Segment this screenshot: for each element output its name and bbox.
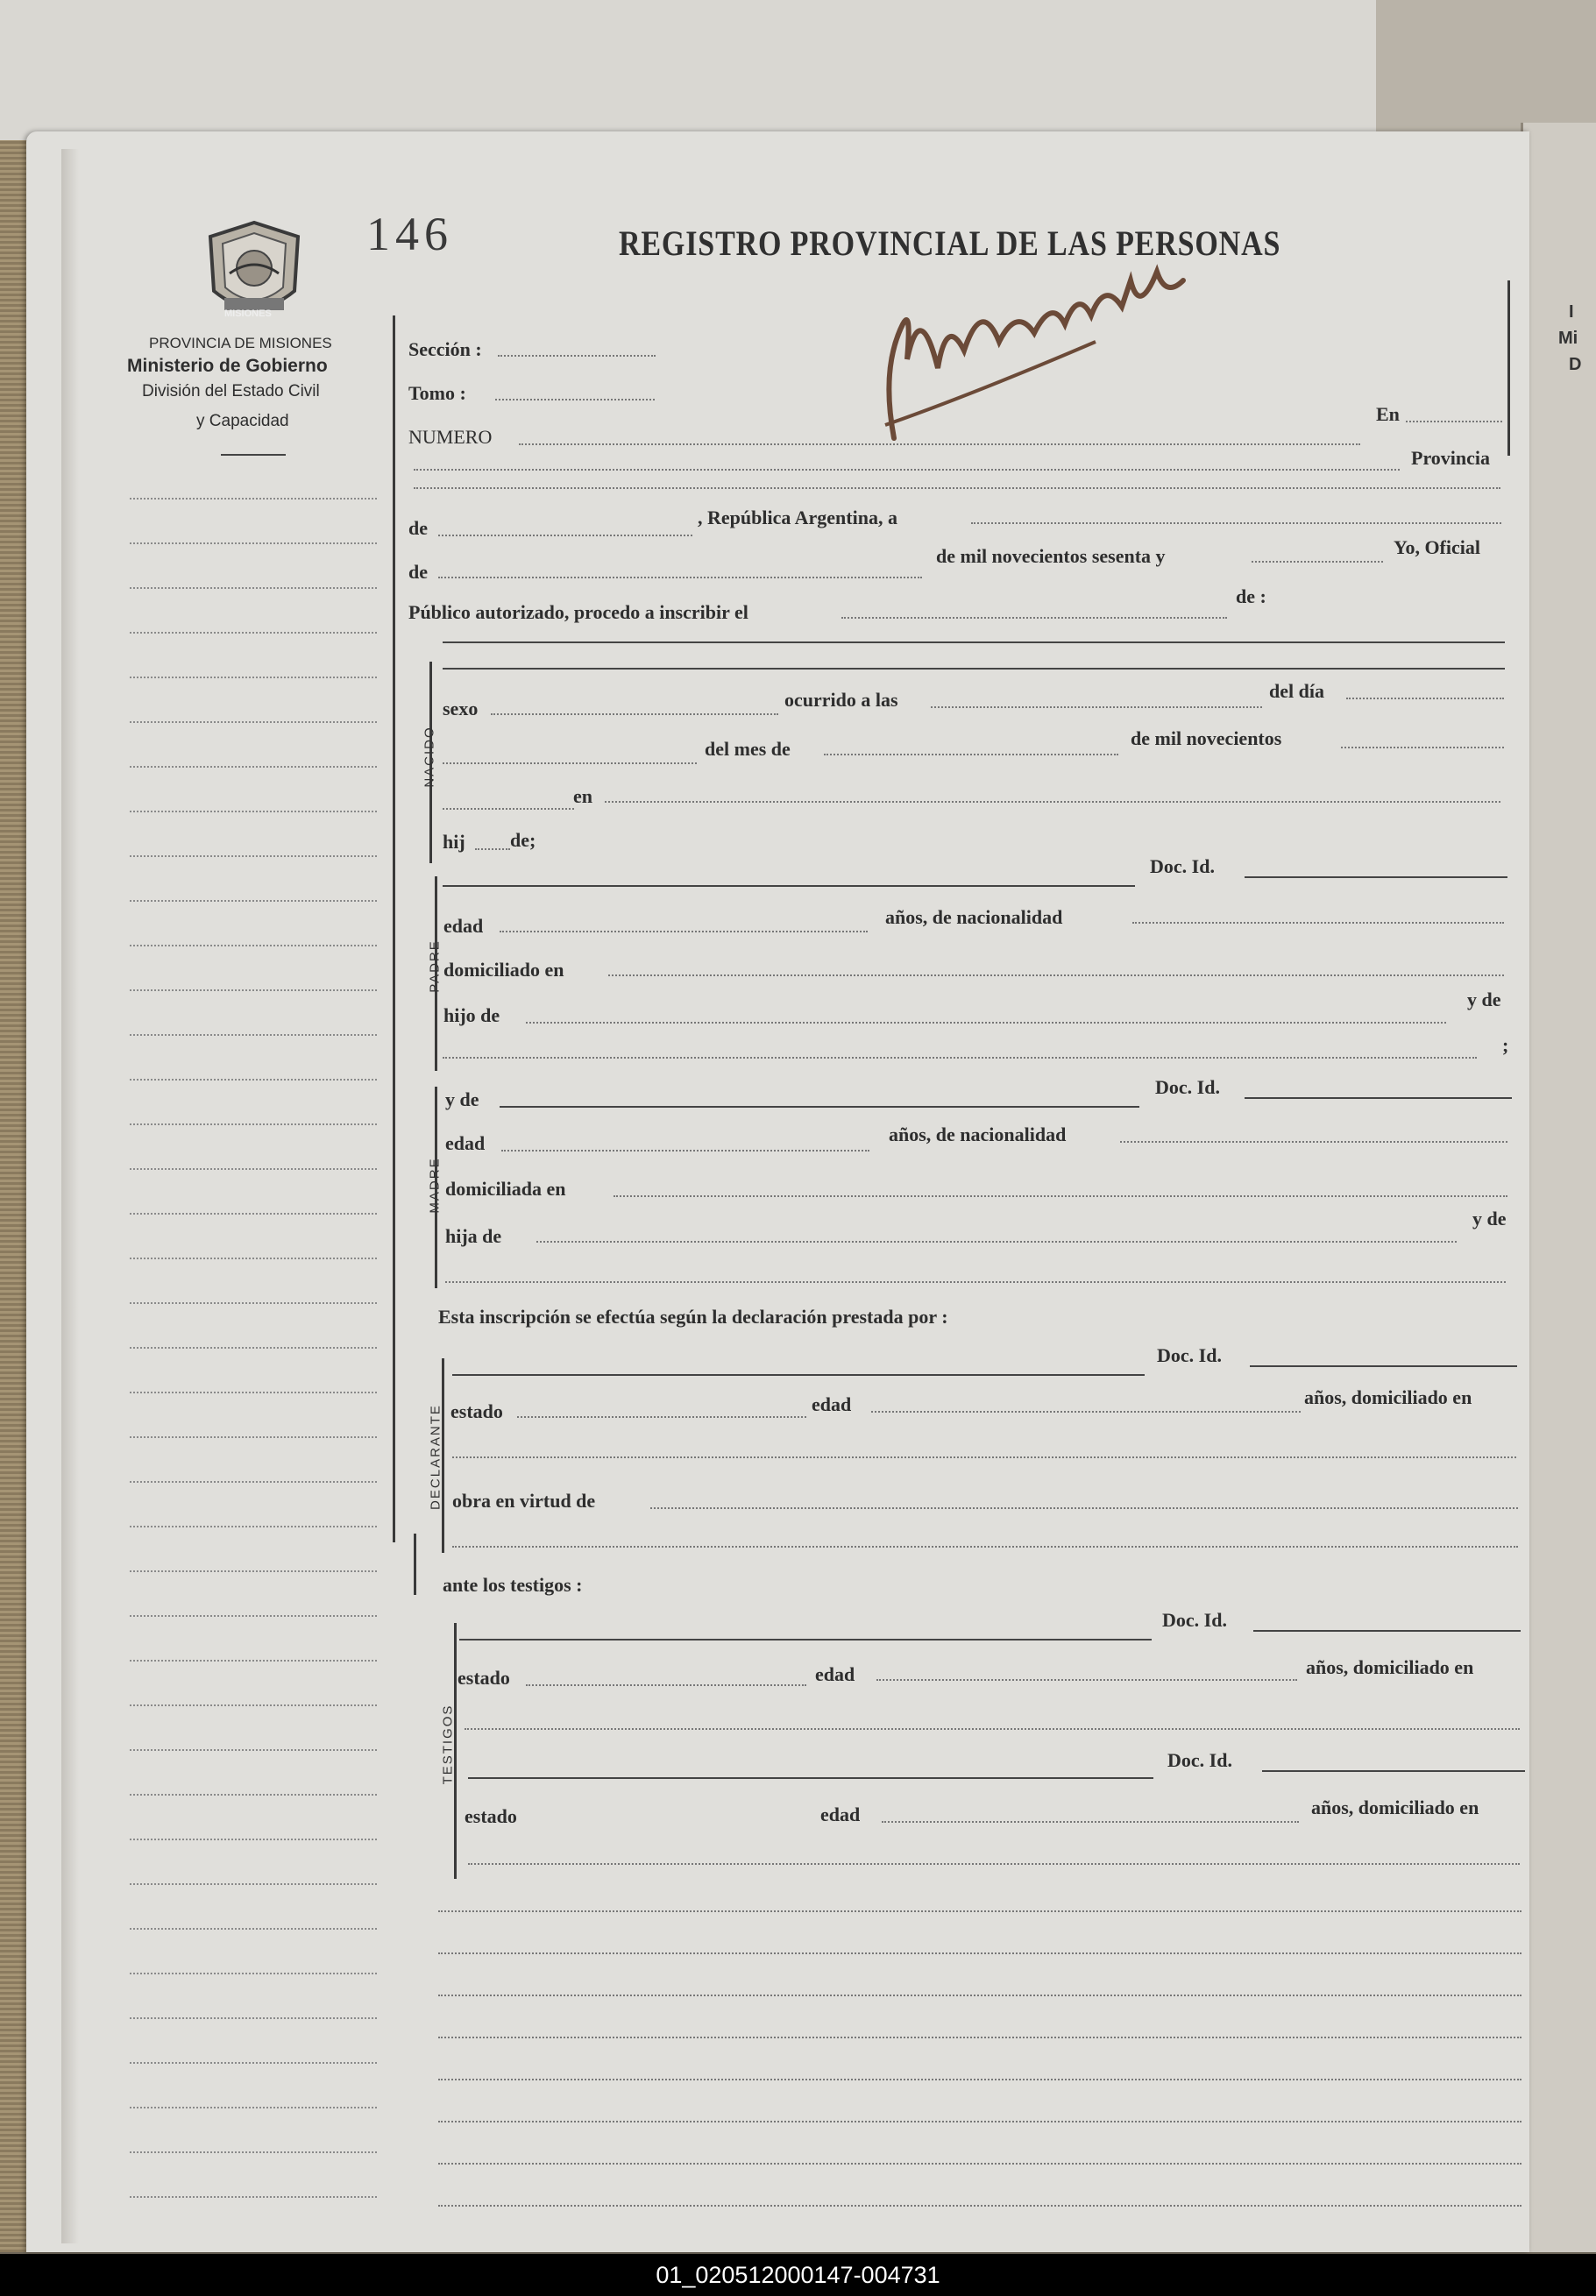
ledger-line — [130, 945, 377, 946]
ledger-line — [130, 2107, 377, 2108]
field-padre-nacionalidad[interactable] — [1132, 922, 1504, 924]
note-line[interactable] — [438, 1995, 1522, 1996]
letterhead-province: PROVINCIA DE MISIONES — [149, 335, 332, 351]
letterhead-division: División del Estado Civil — [142, 382, 320, 400]
field-inscribir[interactable] — [841, 617, 1227, 619]
note-line[interactable] — [438, 2205, 1522, 2207]
ledger-line — [130, 1526, 377, 1527]
label-testigo2-doc: Doc. Id. — [1167, 1749, 1232, 1771]
label-testigo1-estado: estado — [458, 1667, 510, 1689]
field-testigo1-domicilio[interactable] — [465, 1728, 1520, 1730]
ledger-line — [130, 1302, 377, 1304]
adjacent-fragment-3: D — [1569, 355, 1582, 374]
label-de3: de : — [1236, 585, 1266, 607]
label-padre-domicilio: domiciliado en — [443, 959, 564, 981]
ledger-line — [130, 498, 377, 500]
label-testigo2-domicilio: años, domiciliado en — [1311, 1796, 1479, 1818]
ledger-line — [130, 1570, 377, 1572]
ledger-line — [130, 1347, 377, 1349]
label-madre-y-de: y de — [445, 1088, 479, 1110]
testigo1-name-rule — [459, 1639, 1152, 1641]
label-testigo1-edad: edad — [815, 1663, 855, 1685]
label-declarante-domicilio: años, domiciliado en — [1304, 1386, 1472, 1408]
label-madre-nacionalidad: años, de nacionalidad — [889, 1123, 1067, 1145]
label-padre-doc: Doc. Id. — [1150, 855, 1215, 877]
ledger-line — [130, 1839, 377, 1840]
label-padre-nacionalidad: años, de nacionalidad — [885, 906, 1063, 928]
field-padre-domicilio[interactable] — [608, 974, 1504, 976]
field-de[interactable] — [438, 535, 692, 536]
label-provincia: Provincia — [1411, 447, 1491, 469]
declarante-name-rule — [452, 1374, 1145, 1376]
field-dia[interactable] — [1346, 698, 1504, 699]
ledger-line — [130, 1615, 377, 1617]
field-anio-nac[interactable] — [1341, 747, 1504, 748]
ledger-line — [130, 766, 377, 768]
field-hij[interactable] — [475, 848, 510, 850]
label-testigo1-doc: Doc. Id. — [1162, 1609, 1227, 1631]
ledger-line — [130, 632, 377, 634]
note-line[interactable] — [438, 2163, 1522, 2165]
note-line[interactable] — [438, 2079, 1522, 2080]
field-tomo[interactable] — [495, 399, 655, 400]
label-mil-novecientos: de mil novecientos — [1131, 727, 1282, 749]
label-hij-de: de; — [510, 829, 536, 851]
ledger-line — [130, 1392, 377, 1393]
letterhead-ministry: Ministerio de Gobierno — [127, 356, 328, 376]
field-place[interactable] — [414, 469, 1400, 471]
note-line[interactable] — [438, 2121, 1522, 2122]
label-madre-edad: edad — [445, 1132, 486, 1154]
seal-text: MISIONES — [224, 308, 272, 319]
testigo2-doc-rule — [1262, 1770, 1525, 1772]
field-lugar-pre[interactable] — [443, 808, 574, 810]
ledger-line — [130, 1168, 377, 1170]
label-padre-hijo-de: hijo de — [443, 1004, 500, 1026]
label-ocurrido: ocurrido a las — [784, 689, 898, 711]
ledger-line — [130, 1973, 377, 1974]
label-tomo: Tomo : — [408, 382, 466, 404]
label-padre-y-de: y de — [1467, 989, 1501, 1010]
label-declarante-doc: Doc. Id. — [1157, 1344, 1222, 1366]
margin-rule-2 — [414, 1534, 416, 1595]
label-madre-hija-de: hija de — [445, 1225, 502, 1247]
ledger-line — [130, 721, 377, 723]
name-rule — [443, 668, 1505, 670]
adjacent-fragment-1: I — [1569, 302, 1574, 322]
label-seccion: Sección : — [408, 338, 482, 360]
label-padre-edad: edad — [443, 915, 484, 937]
field-madre-hija-de[interactable] — [536, 1241, 1457, 1243]
label-padre-semicolon: ; — [1502, 1034, 1509, 1056]
label-en: En — [1376, 403, 1400, 425]
field-dia-2[interactable] — [443, 762, 697, 764]
label-madre-domicilio: domiciliada en — [445, 1178, 566, 1200]
declarante-doc-rule — [1250, 1365, 1517, 1367]
label-de2: de — [408, 561, 428, 583]
field-testigo1-edad[interactable] — [876, 1679, 1297, 1681]
field-lugar-nac[interactable] — [605, 801, 1500, 803]
field-declarante-domicilio[interactable] — [452, 1456, 1516, 1458]
ledger-line — [130, 1034, 377, 1036]
label-mil-sesenta: de mil novecientos sesenta y — [936, 545, 1166, 567]
ledger-line — [130, 1213, 377, 1215]
page-title: REGISTRO PROVINCIAL DE LAS PERSONAS — [619, 223, 1281, 263]
ledger-line — [130, 1794, 377, 1796]
field-fecha[interactable] — [971, 522, 1501, 524]
note-line[interactable] — [438, 1952, 1522, 1954]
field-seccion[interactable] — [498, 355, 656, 357]
label-del-dia: del día — [1269, 680, 1324, 702]
field-madre-edad[interactable] — [501, 1150, 869, 1152]
section-label-padre: PADRE — [427, 939, 443, 993]
letterhead-rule — [221, 454, 286, 456]
label-testigo2-estado: estado — [465, 1805, 517, 1827]
section-label-testigos: TESTIGOS — [440, 1704, 456, 1785]
field-anio[interactable] — [1252, 561, 1383, 563]
testigos-intro: ante los testigos : — [443, 1574, 583, 1596]
section-label-declarante: DECLARANTE — [428, 1404, 443, 1510]
field-madre-domicilio[interactable] — [614, 1195, 1507, 1197]
field-declarante-blank[interactable] — [452, 1546, 1518, 1548]
section-label-nacido: NACIDO — [422, 726, 437, 788]
label-yo-oficial: Yo, Oficial — [1394, 536, 1480, 558]
ledger-line — [130, 542, 377, 544]
adjacent-fragment-2: Mi — [1558, 329, 1578, 348]
ledger-line — [130, 2017, 377, 2019]
ledger-line — [130, 1749, 377, 1751]
field-mes-nac[interactable] — [824, 754, 1118, 755]
ledger-line — [130, 1883, 377, 1885]
label-del-mes: del mes de — [705, 738, 791, 760]
field-declarante-estado[interactable] — [517, 1416, 806, 1418]
ledger-line — [130, 587, 377, 589]
field-declarante-edad[interactable] — [871, 1411, 1301, 1413]
name-rule-top — [443, 641, 1505, 643]
label-numero: NUMERO — [408, 426, 493, 448]
label-publico: Público autorizado, procedo a inscribir el — [408, 601, 748, 623]
ledger-line — [130, 2196, 377, 2198]
padre-name-rule — [443, 885, 1135, 887]
madre-doc-rule — [1245, 1097, 1512, 1099]
ledger-line — [130, 2062, 377, 2064]
field-sexo[interactable] — [491, 713, 778, 715]
ledger-line — [130, 2151, 377, 2153]
ledger-line — [130, 677, 377, 678]
ledger-line — [130, 1481, 377, 1483]
field-padre-y-de[interactable] — [443, 1057, 1477, 1059]
field-padre-hijo-de[interactable] — [526, 1022, 1446, 1024]
ledger-line — [130, 1123, 377, 1125]
padre-doc-rule — [1245, 876, 1507, 878]
field-testigo1-estado[interactable] — [526, 1684, 806, 1686]
ledger-line — [130, 1436, 377, 1438]
note-line[interactable] — [438, 2037, 1522, 2038]
field-mes[interactable] — [438, 577, 922, 578]
label-sexo: sexo — [443, 698, 479, 719]
background-top — [0, 0, 1596, 145]
scan-identifier: 01_020512000147-004731 — [0, 2254, 1596, 2296]
label-de: de — [408, 517, 428, 539]
label-declarante-edad: edad — [812, 1393, 852, 1415]
field-line-blank[interactable] — [414, 487, 1500, 489]
field-testigo2-domicilio[interactable] — [468, 1863, 1520, 1865]
label-testigo2-edad: edad — [820, 1803, 861, 1825]
note-line[interactable] — [438, 1910, 1522, 1912]
label-madre-doc: Doc. Id. — [1155, 1076, 1220, 1098]
label-republica: , República Argentina, a — [698, 507, 897, 528]
field-testigo2-edad[interactable] — [882, 1821, 1299, 1823]
ledger-line — [130, 1928, 377, 1930]
ledger-line — [130, 855, 377, 857]
label-en-nac: en — [573, 785, 592, 807]
testigo2-name-rule — [468, 1777, 1153, 1779]
handwritten-signature — [868, 263, 1209, 456]
section-label-madre: MADRE — [427, 1157, 443, 1214]
ledger-line — [130, 1258, 377, 1259]
ledger-line — [130, 989, 377, 991]
label-declarante-obra: obra en virtud de — [452, 1490, 596, 1512]
ledger-line — [130, 1704, 377, 1706]
label-declarante-estado: estado — [450, 1400, 503, 1422]
register-page — [26, 131, 1529, 2252]
ledger-line — [130, 1079, 377, 1081]
field-madre-y-de[interactable] — [445, 1281, 1506, 1283]
page-gutter — [61, 149, 79, 2243]
ledger-line — [130, 900, 377, 902]
ledger-line — [130, 1660, 377, 1662]
label-madre-y-de2: y de — [1472, 1208, 1507, 1229]
page-number: 146 — [366, 208, 453, 260]
letterhead-capacity: y Capacidad — [196, 412, 289, 430]
declarante-intro: Esta inscripción se efectúa según la declaración prestada por : — [438, 1306, 948, 1328]
label-hij: hij — [443, 831, 465, 853]
madre-name-rule — [500, 1106, 1139, 1108]
margin-rule-1 — [393, 315, 395, 1542]
ledger-line — [130, 811, 377, 812]
field-en[interactable] — [1406, 421, 1502, 422]
field-madre-nacionalidad[interactable] — [1120, 1141, 1507, 1143]
field-hora[interactable] — [931, 706, 1262, 708]
label-testigo1-domicilio: años, domiciliado en — [1306, 1656, 1474, 1678]
field-declarante-obra[interactable] — [650, 1507, 1518, 1509]
field-numero[interactable] — [519, 443, 1360, 445]
right-rule — [1507, 280, 1510, 456]
testigo1-doc-rule — [1253, 1630, 1521, 1632]
field-padre-edad[interactable] — [500, 931, 868, 932]
adjacent-page — [1521, 123, 1596, 2252]
